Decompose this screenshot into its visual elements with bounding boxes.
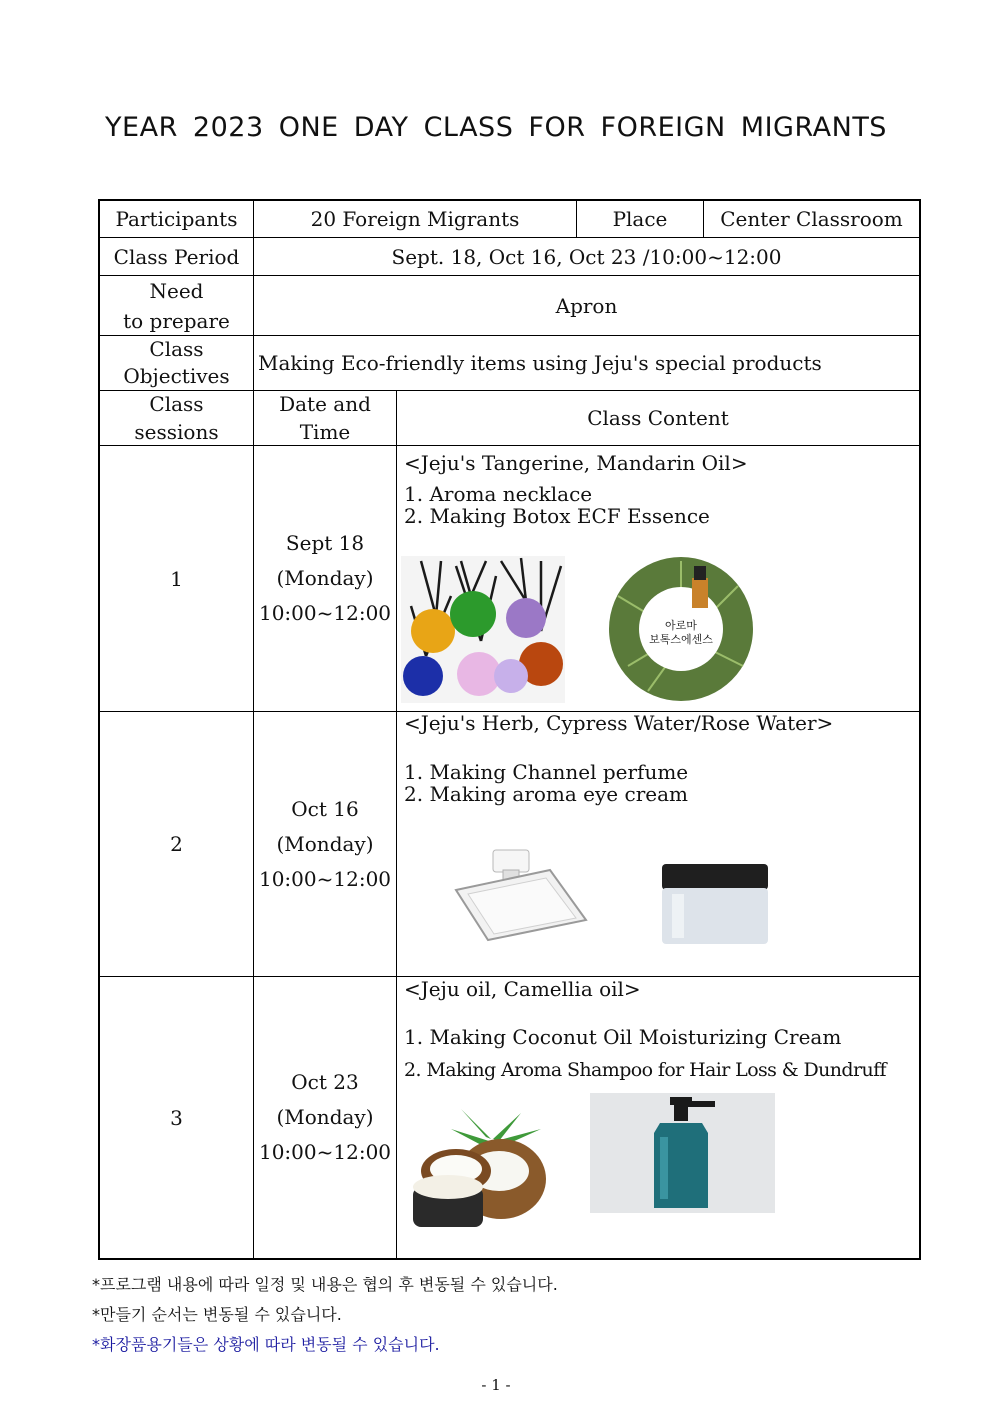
session-day: (Monday) bbox=[276, 566, 374, 590]
botox-essence-text-1: 아로마 bbox=[665, 619, 697, 632]
header-sessions-line2: sessions bbox=[134, 420, 219, 444]
session-number: 2 bbox=[170, 832, 183, 856]
session-date: Oct 16 bbox=[291, 796, 359, 821]
session-item: 2. Making aroma eye cream bbox=[404, 782, 688, 806]
session-item: 1. Making Channel perfume bbox=[404, 760, 689, 784]
objectives-label-line2: Objectives bbox=[123, 364, 230, 388]
class-table bbox=[98, 199, 921, 1260]
class-period-value: Sept. 18, Oct 16, Oct 23 /10:00~12:00 bbox=[391, 244, 782, 269]
prepare-value: Apron bbox=[555, 293, 618, 318]
perfume-bottle-image bbox=[438, 842, 598, 942]
session-item: 2. Making Botox ECF Essence bbox=[404, 504, 710, 528]
session-content bbox=[404, 451, 748, 527]
header-content: Class Content bbox=[587, 406, 729, 430]
shampoo-bottle-image bbox=[590, 1093, 775, 1213]
objectives-value: Making Eco-friendly items using Jeju's special products bbox=[258, 351, 822, 375]
session-datetime bbox=[254, 977, 396, 1258]
botox-essence-text-2: 보톡스에센스 bbox=[649, 633, 713, 646]
session-time: 10:00~12:00 bbox=[258, 1140, 392, 1164]
prepare-label-line1: Need bbox=[149, 278, 204, 303]
session-heading: <Jeju oil, Camellia oil> bbox=[404, 977, 641, 1001]
session-datetime bbox=[254, 712, 396, 976]
footnote: *화장품용기들은 상황에 따라 변동될 수 있습니다. bbox=[92, 1335, 440, 1354]
session-date: Sept 18 bbox=[285, 531, 365, 555]
coconut-cream-image bbox=[401, 1109, 551, 1237]
page-number: - 1 - bbox=[481, 1376, 511, 1394]
session-day: (Monday) bbox=[276, 831, 374, 856]
objectives-label-line1: Class bbox=[149, 337, 204, 361]
cream-jar-image bbox=[658, 854, 772, 954]
session-heading: <Jeju's Tangerine, Mandarin Oil> bbox=[404, 451, 748, 475]
page-title: YEAR 2023 ONE DAY CLASS FOR FOREIGN MIGRANTS bbox=[105, 112, 887, 143]
class-period-label: Class Period bbox=[113, 244, 240, 269]
session-date: Oct 23 bbox=[291, 1070, 359, 1094]
session-day: (Monday) bbox=[276, 1105, 374, 1129]
session-item: 1. Making Coconut Oil Moisturizing Cream bbox=[404, 1025, 842, 1049]
session-time: 10:00~12:00 bbox=[258, 866, 392, 891]
footnotes bbox=[92, 1270, 558, 1360]
header-sessions-line1: Class bbox=[149, 392, 204, 416]
session-time: 10:00~12:00 bbox=[258, 601, 392, 625]
session-content bbox=[404, 977, 886, 1083]
session-item: 1. Aroma necklace bbox=[404, 482, 593, 506]
prepare-label bbox=[100, 276, 253, 335]
header-datetime bbox=[254, 391, 396, 445]
footnote: *프로그램 내용에 따라 일정 및 내용은 협의 후 변동될 수 있습니다. bbox=[92, 1275, 558, 1294]
session-number: 3 bbox=[170, 1105, 183, 1130]
session-number: 1 bbox=[170, 566, 183, 591]
place-label: Place bbox=[612, 207, 668, 231]
header-sessions bbox=[100, 391, 253, 445]
participants-value: 20 Foreign Migrants bbox=[310, 207, 520, 231]
session-item: 2. Making Aroma Shampoo for Hair Loss & Dundruff bbox=[404, 1059, 886, 1081]
objectives-label bbox=[100, 336, 253, 390]
session-content bbox=[404, 711, 833, 805]
participants-label: Participants bbox=[115, 207, 238, 231]
header-datetime-line2: Time bbox=[299, 420, 351, 444]
session-heading: <Jeju's Herb, Cypress Water/Rose Water> bbox=[404, 711, 834, 735]
prepare-label-line2: to prepare bbox=[123, 308, 230, 333]
aroma-necklace-image bbox=[401, 556, 565, 703]
footnote: *만들기 순서는 변동될 수 있습니다. bbox=[92, 1305, 342, 1324]
place-value: Center Classroom bbox=[720, 207, 903, 231]
botox-essence-image bbox=[608, 556, 754, 702]
header-datetime-line1: Date and bbox=[279, 392, 371, 416]
session-datetime bbox=[254, 446, 396, 711]
